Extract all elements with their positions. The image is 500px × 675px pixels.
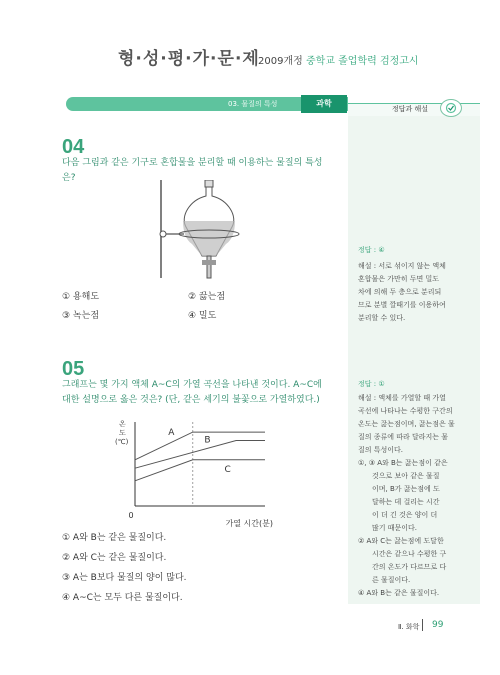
explanation-line: 많기 때문이다. <box>372 524 418 532</box>
explanation-line: 혼합물은 가만히 두면 밀도 <box>358 275 440 283</box>
question-number: 04 <box>62 136 85 158</box>
series-title: 형·성·평·가·문·제 <box>118 49 260 69</box>
option-4: ④ 밀도 <box>188 311 217 321</box>
answer-explanation <box>358 392 476 600</box>
series-subtitle <box>258 52 419 67</box>
series-label-c: C <box>224 464 231 475</box>
series-label-b: B <box>204 435 211 446</box>
heating-curve-chart <box>110 414 280 530</box>
explanation-line: ④ A와 B는 같은 물질이다. <box>358 589 440 597</box>
series-line-a <box>135 432 265 460</box>
question-text-line: 대한 설명으로 옳은 것은? (단, 같은 세기의 불꽃으로 가열하였다.) <box>62 395 320 405</box>
option-2: ② A와 C는 같은 물질이다. <box>62 553 167 563</box>
explanation-line: 곡선에 나타나는 수평한 구간의 <box>358 407 453 415</box>
option-4: ④ A~C는 모두 다른 물질이다. <box>62 593 183 603</box>
answer-badge-icon <box>440 99 462 117</box>
curriculum-label: 2009개정 <box>258 56 303 67</box>
explanation-line: 차에 의해 두 층으로 분리되 <box>358 288 442 296</box>
explanation-line: 른 물질이다. <box>372 576 411 584</box>
answer-label: 정답 : ④ <box>358 246 385 254</box>
question-text-line: 다음 그림과 같은 기구로 혼합물을 분리할 때 이용하는 물질의 특성 <box>62 158 323 168</box>
exam-name: 중학교 졸업학력 검정고시 <box>305 56 419 67</box>
explanation-line: ② A와 C는 끓는점에 도달한 <box>358 537 444 545</box>
question-text-line: 은? <box>62 173 76 183</box>
answer-label: 정답 : ① <box>358 380 385 388</box>
explanation-line: 간의 온도가 다르므로 다 <box>372 563 447 571</box>
option-3: ③ 녹는점 <box>62 311 100 321</box>
question-number: 05 <box>62 358 85 380</box>
separatory-funnel-illustration <box>150 180 240 280</box>
series-line-b <box>135 440 265 468</box>
explanation-line: 달하는 데 걸리는 시간 <box>372 498 440 506</box>
option-3: ③ A는 B보다 물질의 양이 많다. <box>62 573 187 583</box>
y-axis-label: 온 도 (℃) <box>115 420 129 446</box>
origin-label: 0 <box>128 511 134 520</box>
option-2: ② 끓는점 <box>188 292 226 302</box>
subject-tab: 과학 <box>301 95 347 113</box>
explanation-line: 분리할 수 있다. <box>358 314 406 322</box>
explanation-line: 시간은 같으나 수평한 구 <box>372 550 447 558</box>
question-text-line: 그래프는 몇 가지 액체 A~C의 가열 곡선을 나타낸 것이다. A~C에 <box>62 380 322 390</box>
footer-divider <box>422 619 423 631</box>
explanation-line: 온도는 끓는점이며, 끓는점은 물 <box>358 420 455 428</box>
explanation-line: 이 더 긴 것은 양이 더 <box>372 511 438 519</box>
option-1: ① A와 B는 같은 물질이다. <box>62 533 167 543</box>
answer-explanation <box>358 260 476 325</box>
explanation-line: 이며, B가 끓는점에 도 <box>372 485 440 493</box>
series-label-a: A <box>168 428 175 439</box>
footer-section: Ⅱ. 화학 <box>398 623 420 631</box>
explanation-line: 므로 분별 깔때기를 이용하여 <box>358 301 446 309</box>
x-axis-label: 가열 시간(분) <box>225 519 273 528</box>
page-number: 99 <box>432 620 444 630</box>
explanation-line: 질의 종류에 따라 달라지는 물 <box>358 433 449 441</box>
explanation-line: 해설 : 서로 섞이지 않는 액체 <box>358 262 446 270</box>
section-title: 03. 물질의 특성 <box>228 100 278 108</box>
explanation-line: 해설 : 액체를 가열할 때 가열 <box>358 394 446 402</box>
explanation-line: 것으로 보아 같은 물질 <box>372 472 440 480</box>
explanation-line: ①, ③ A와 B는 끓는점이 같은 <box>358 459 448 467</box>
explanation-line: 질의 특성이다. <box>358 446 404 454</box>
option-1: ① 용해도 <box>62 292 100 302</box>
answer-header-label: 정답과 해설 <box>392 105 429 113</box>
